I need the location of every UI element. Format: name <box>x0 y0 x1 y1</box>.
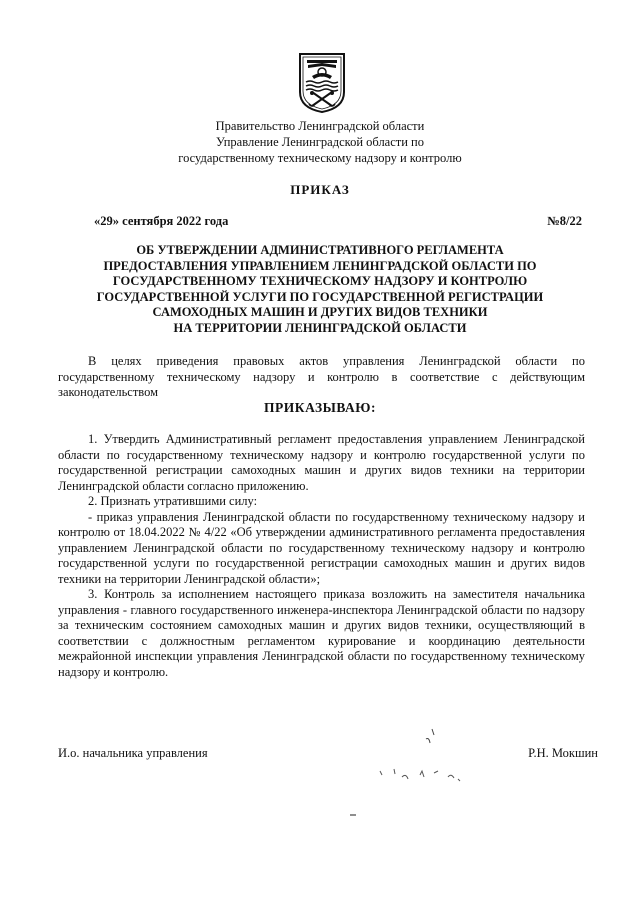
intro-paragraph <box>58 354 585 401</box>
title-line: ГОСУДАРСТВЕННОЙ УСЛУГИ ПО ГОСУДАРСТВЕННОЙ РЕГИСТРАЦИИ <box>96 289 544 304</box>
order-item-2-sub: - приказ управления Ленинградской области по государственному техническому надзору и контролю от 18.04.2022 № 4/22 «Об утверждении административного регламента предоставления управлением Ленинградской области по государственному техническому надзору и контролю государственной услуги по государственной регистрации самоходных машин и других видов техники на территории Ленинградской области»; <box>58 509 585 586</box>
title-line: ПРЕДОСТАВЛЕНИЯ УПРАВЛЕНИЕМ ЛЕНИНГРАДСКОЙ ОБЛАСТИ ПО <box>103 258 537 273</box>
document-type: ПРИКАЗ <box>290 182 350 197</box>
document-number: №8/22 <box>547 214 582 228</box>
org-name-line: Управление Ленинградской области по <box>215 135 424 149</box>
order-items <box>58 432 585 680</box>
signatory-role: И.о. начальника управления <box>58 746 208 760</box>
signature-marks <box>350 725 490 845</box>
order-directive: ПРИКАЗЫВАЮ: <box>264 400 376 415</box>
signatory-name: Р.Н. Мокшин <box>528 746 598 760</box>
order-item-2: 2. Признать утратившими силу: <box>88 494 258 508</box>
order-item-3: 3. Контроль за исполнением настоящего приказа возложить на заместителя начальника управления - главного государственного инженера-инспектора Ленинградской области по надзору за техническим состоянием самоходных машин и других видов техники, осуществляющий в соответствии с должностным регламентом курирование и координацию деятельности межрайонной инспекции управления Ленинградской области по государственному техническому надзору и контролю. <box>58 587 585 679</box>
title-line: НА ТЕРРИТОРИИ ЛЕНИНГРАДСКОЙ ОБЛАСТИ <box>173 320 467 335</box>
org-name-line: Правительство Ленинградской области <box>215 119 425 133</box>
document-title <box>66 243 574 336</box>
intro-text: В целях приведения правовых актов управления Ленинградской области по государственному техническому надзору и контролю в соответствие с действующим законодательством <box>58 354 585 399</box>
document-date: «29» сентября 2022 года <box>94 214 229 228</box>
org-name-line: государственному техническому надзору и контролю <box>178 151 462 165</box>
title-line: ГОСУДАРСТВЕННОМУ ТЕХНИЧЕСКОМУ НАДЗОРУ И КОНТРОЛЮ <box>112 274 528 288</box>
title-line: САМОХОДНЫХ МАШИН И ДРУГИХ ВИДОВ ТЕХНИКИ <box>152 305 488 319</box>
order-item-1: 1. Утвердить Административный регламент предоставления управлением Ленинградской области по государственному техническому надзору и контролю государственной услуги по государственной регистрации самоходных машин и других видов техники на территории Ленинградской области согласно приложению. <box>58 432 585 493</box>
title-line: ОБ УТВЕРЖДЕНИИ АДМИНИСТРАТИВНОГО РЕГЛАМЕНТА <box>136 243 504 257</box>
coat-of-arms-icon <box>298 52 346 114</box>
